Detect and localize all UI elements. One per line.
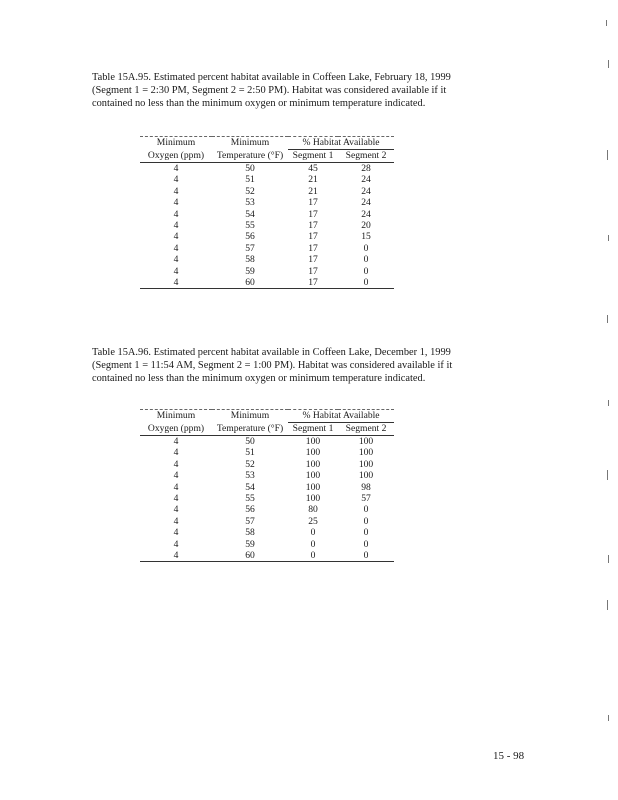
cell-segment-2: 24 bbox=[361, 174, 371, 186]
cell-segment-1: 100 bbox=[305, 470, 321, 482]
col-header-segment-1: Segment 1 bbox=[288, 150, 338, 163]
table-row bbox=[140, 527, 394, 538]
cell-min-oxygen: 4 bbox=[173, 208, 179, 220]
table-row bbox=[140, 459, 394, 470]
cell-segment-1: 100 bbox=[305, 447, 321, 459]
table-body bbox=[140, 436, 394, 562]
col-header-min-temp-line1: Minimum bbox=[230, 410, 270, 422]
cell-min-oxygen: 4 bbox=[173, 481, 179, 493]
cell-min-oxygen: 4 bbox=[140, 277, 212, 289]
table-body bbox=[140, 163, 394, 289]
cell-min-oxygen: 4 bbox=[173, 242, 179, 254]
cell-min-temp: 59 bbox=[245, 265, 255, 277]
cell-segment-2: 100 bbox=[358, 470, 374, 482]
cell-min-oxygen: 4 bbox=[173, 527, 179, 539]
cell-min-oxygen: 4 bbox=[173, 220, 179, 232]
table-row bbox=[140, 231, 394, 242]
cell-min-temp: 53 bbox=[245, 197, 255, 209]
cell-min-temp: 52 bbox=[245, 458, 255, 470]
table-row bbox=[140, 504, 394, 515]
cell-segment-1: 17 bbox=[308, 197, 318, 209]
scan-mark bbox=[608, 555, 609, 563]
cell-segment-1: 0 bbox=[310, 538, 316, 550]
table-15a95 bbox=[140, 136, 394, 289]
cell-segment-2: 0 bbox=[363, 504, 369, 516]
cell-min-temp: 60 bbox=[212, 277, 288, 289]
cell-segment-2: 0 bbox=[363, 265, 369, 277]
cell-min-temp: 55 bbox=[245, 493, 255, 505]
cell-segment-2: 0 bbox=[363, 515, 369, 527]
cell-segment-1: 17 bbox=[308, 265, 318, 277]
table-row bbox=[140, 220, 394, 231]
cell-min-oxygen: 4 bbox=[173, 504, 179, 516]
cell-segment-2: 24 bbox=[361, 197, 371, 209]
col-header-min-oxygen-line1: Minimum bbox=[156, 410, 196, 422]
cell-min-oxygen: 4 bbox=[173, 493, 179, 505]
cell-segment-2: 24 bbox=[361, 208, 371, 220]
table-15a95-caption: Table 15A.95. Estimated percent habitat available in Coffeen Lake, February 18, 1999 (Segment 1 = 2:30 PM, Segment 2 = 2:50 PM). Habitat was considered available if it contained no less than the minimum oxygen or minimum temperature indicated. bbox=[92, 72, 451, 110]
cell-segment-1: 100 bbox=[305, 436, 321, 447]
col-header-min-temp-line1: Minimum bbox=[230, 137, 270, 149]
scan-mark bbox=[608, 715, 609, 721]
table-row bbox=[140, 447, 394, 458]
cell-segment-2: 57 bbox=[361, 493, 371, 505]
cell-min-oxygen: 4 bbox=[173, 538, 179, 550]
table-row bbox=[140, 186, 394, 197]
cell-segment-1: 0 bbox=[310, 527, 316, 539]
cell-min-oxygen: 4 bbox=[173, 436, 179, 447]
col-header-habitat-group: % Habitat Available bbox=[288, 137, 394, 150]
scan-mark bbox=[608, 60, 609, 68]
cell-min-temp: 50 bbox=[245, 436, 255, 447]
table-row bbox=[140, 470, 394, 481]
cell-min-temp: 51 bbox=[245, 447, 255, 459]
col-header-segment-2: Segment 2 bbox=[338, 423, 394, 436]
cell-min-oxygen: 4 bbox=[173, 265, 179, 277]
cell-segment-2: 0 bbox=[363, 254, 369, 266]
cell-min-oxygen: 4 bbox=[173, 254, 179, 266]
cell-min-temp: 55 bbox=[245, 220, 255, 232]
cell-segment-1: 100 bbox=[305, 458, 321, 470]
table-row bbox=[140, 266, 394, 277]
table-15a96 bbox=[140, 409, 394, 562]
scan-mark bbox=[608, 400, 609, 406]
cell-segment-1: 100 bbox=[305, 493, 321, 505]
cell-segment-1: 100 bbox=[305, 481, 321, 493]
cell-min-oxygen: 4 bbox=[173, 197, 179, 209]
cell-segment-2: 0 bbox=[338, 277, 394, 289]
cell-segment-1: 17 bbox=[308, 242, 318, 254]
cell-segment-2: 20 bbox=[361, 220, 371, 232]
table-row bbox=[140, 243, 394, 254]
cell-min-oxygen: 4 bbox=[173, 163, 179, 174]
cell-min-oxygen: 4 bbox=[173, 470, 179, 482]
cell-min-temp: 52 bbox=[245, 185, 255, 197]
cell-segment-2: 0 bbox=[363, 527, 369, 539]
table-row bbox=[140, 174, 394, 185]
cell-segment-1: 17 bbox=[288, 277, 338, 289]
cell-segment-1: 0 bbox=[288, 550, 338, 562]
cell-segment-1: 25 bbox=[308, 515, 318, 527]
cell-min-temp: 51 bbox=[245, 174, 255, 186]
cell-segment-1: 45 bbox=[308, 163, 318, 174]
cell-min-temp: 56 bbox=[245, 504, 255, 516]
col-header-min-oxygen-line2: Oxygen (ppm) bbox=[140, 423, 212, 436]
table-row bbox=[140, 209, 394, 220]
cell-segment-1: 80 bbox=[308, 504, 318, 516]
page-number: 15 - 98 bbox=[493, 750, 525, 762]
cell-segment-1: 21 bbox=[308, 174, 318, 186]
cell-segment-2: 100 bbox=[358, 436, 374, 447]
cell-segment-1: 17 bbox=[308, 254, 318, 266]
col-header-min-oxygen-line1: Minimum bbox=[156, 137, 196, 149]
cell-min-oxygen: 4 bbox=[173, 515, 179, 527]
cell-segment-2: 0 bbox=[363, 538, 369, 550]
cell-min-temp: 59 bbox=[245, 538, 255, 550]
cell-segment-2: 100 bbox=[358, 458, 374, 470]
cell-segment-1: 17 bbox=[308, 231, 318, 243]
cell-min-temp: 58 bbox=[245, 254, 255, 266]
cell-min-temp: 54 bbox=[245, 481, 255, 493]
table-row bbox=[140, 277, 394, 289]
table-row bbox=[140, 163, 394, 175]
table-row bbox=[140, 254, 394, 265]
table-row bbox=[140, 482, 394, 493]
cell-segment-2: 98 bbox=[361, 481, 371, 493]
cell-min-temp: 57 bbox=[245, 242, 255, 254]
cell-min-temp: 53 bbox=[245, 470, 255, 482]
cell-min-oxygen: 4 bbox=[173, 458, 179, 470]
col-header-habitat-group: % Habitat Available bbox=[288, 410, 394, 423]
table-row bbox=[140, 493, 394, 504]
table-row bbox=[140, 516, 394, 527]
cell-min-oxygen: 4 bbox=[140, 550, 212, 562]
cell-segment-2: 15 bbox=[361, 231, 371, 243]
cell-segment-2: 0 bbox=[363, 242, 369, 254]
cell-segment-2: 28 bbox=[361, 163, 371, 174]
cell-min-temp: 54 bbox=[245, 208, 255, 220]
cell-min-oxygen: 4 bbox=[173, 185, 179, 197]
cell-segment-1: 17 bbox=[308, 208, 318, 220]
col-header-min-oxygen-line2: Oxygen (ppm) bbox=[140, 150, 212, 163]
cell-min-temp: 58 bbox=[245, 527, 255, 539]
table-row bbox=[140, 197, 394, 208]
cell-min-temp: 56 bbox=[245, 231, 255, 243]
scan-edge-marks bbox=[598, 0, 618, 800]
cell-min-oxygen: 4 bbox=[173, 231, 179, 243]
table-row bbox=[140, 539, 394, 550]
cell-segment-1: 21 bbox=[308, 185, 318, 197]
scan-mark bbox=[607, 470, 608, 480]
cell-min-oxygen: 4 bbox=[173, 174, 179, 186]
cell-min-temp: 57 bbox=[245, 515, 255, 527]
cell-segment-2: 0 bbox=[338, 550, 394, 562]
cell-min-oxygen: 4 bbox=[173, 447, 179, 459]
col-header-min-temp-line2: Temperature (°F) bbox=[212, 423, 288, 436]
scan-mark bbox=[607, 315, 608, 323]
cell-min-temp: 60 bbox=[212, 550, 288, 562]
scan-mark bbox=[606, 20, 607, 26]
table-15a96-caption: Table 15A.96. Estimated percent habitat available in Coffeen Lake, December 1, 1999 (Segment 1 = 11:54 AM, Segment 2 = 1:00 PM). Habitat was considered available if it contained no less than the minimum oxygen or minimum temperature indicated. bbox=[92, 347, 453, 385]
cell-segment-1: 17 bbox=[308, 220, 318, 232]
table-row bbox=[140, 550, 394, 562]
col-header-segment-1: Segment 1 bbox=[288, 423, 338, 436]
table-row bbox=[140, 436, 394, 448]
scan-mark bbox=[607, 600, 608, 610]
col-header-segment-2: Segment 2 bbox=[338, 150, 394, 163]
cell-segment-2: 24 bbox=[361, 185, 371, 197]
cell-min-temp: 50 bbox=[245, 163, 255, 174]
cell-segment-2: 100 bbox=[358, 447, 374, 459]
scan-mark bbox=[607, 150, 608, 160]
col-header-min-temp-line2: Temperature (°F) bbox=[212, 150, 288, 163]
scan-mark bbox=[608, 235, 609, 241]
